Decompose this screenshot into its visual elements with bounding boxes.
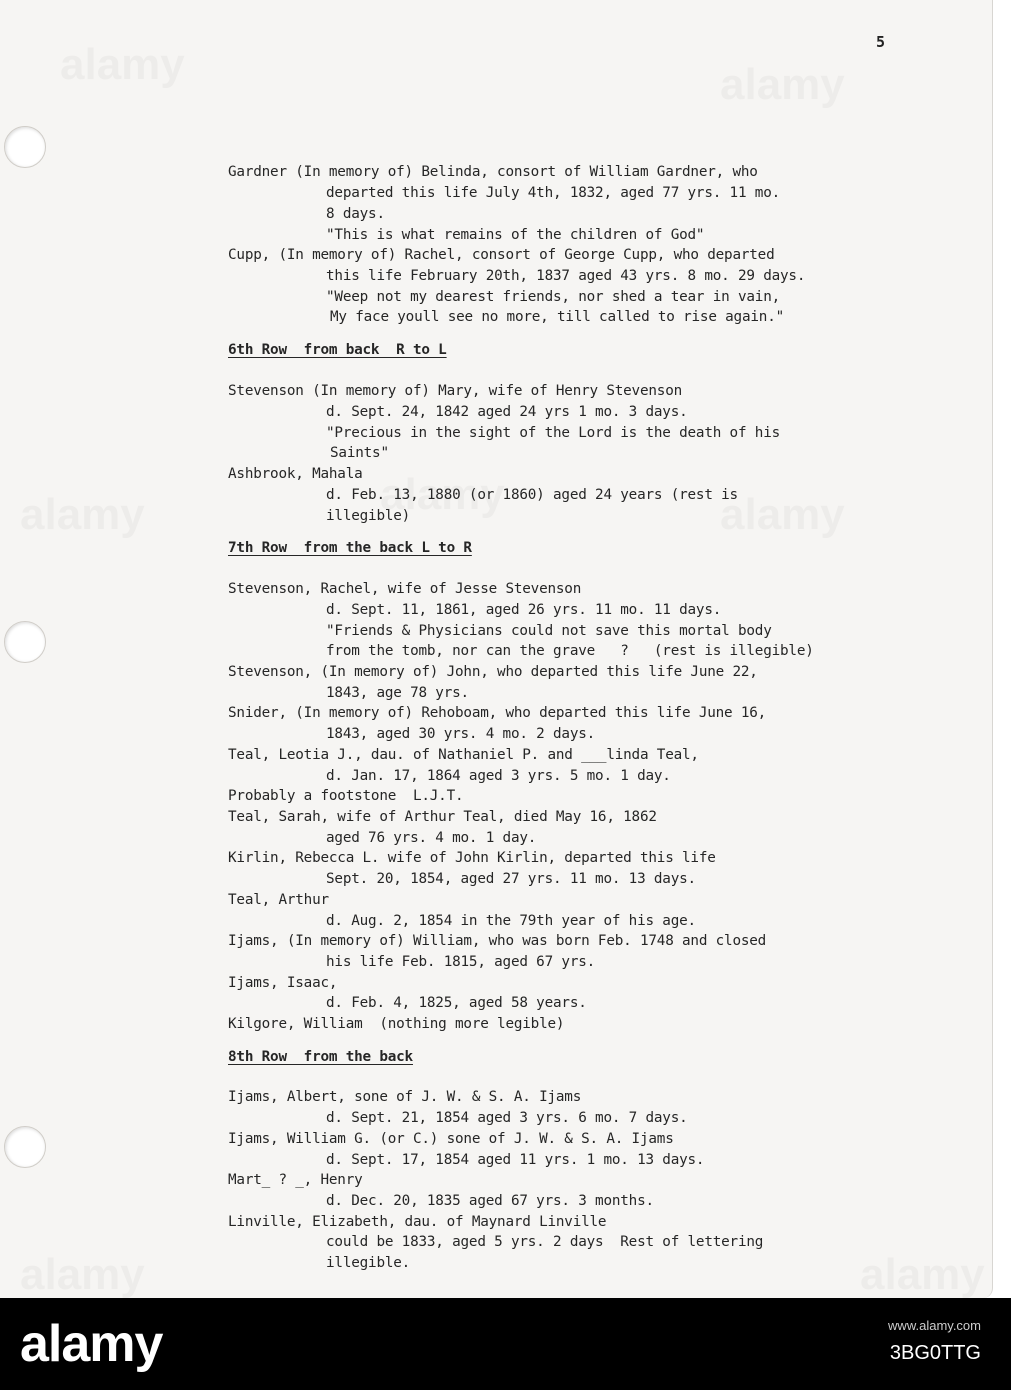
stock-footer-bar <box>0 1298 1011 1390</box>
text-line: "This is what remains of the children of God" <box>326 227 705 243</box>
text-line: Teal, Leotia J., dau. of Nathaniel P. and ___linda Teal, <box>228 747 699 763</box>
text-line: d. Feb. 4, 1825, aged 58 years. <box>326 995 587 1011</box>
text-line: from the tomb, nor can the grave ? (rest is illegible) <box>326 643 814 659</box>
text-line: illegible) <box>326 508 411 524</box>
text-line: Stevenson, Rachel, wife of Jesse Stevenson <box>228 581 582 597</box>
text-line: d. Dec. 20, 1835 aged 67 yrs. 3 months. <box>326 1193 654 1209</box>
text-line: d. Sept. 17, 1854 aged 11 yrs. 1 mo. 13 days. <box>326 1152 705 1168</box>
section-heading: 6th Row from back R to L <box>228 342 447 358</box>
text-line: Saints" <box>330 445 389 461</box>
section-heading: 8th Row from the back <box>228 1049 413 1065</box>
text-line: d. Sept. 21, 1854 aged 3 yrs. 6 mo. 7 days. <box>326 1110 688 1126</box>
text-line: departed this life July 4th, 1832, aged 77 yrs. 11 mo. <box>326 185 781 201</box>
text-line: d. Sept. 24, 1842 aged 24 yrs 1 mo. 3 days. <box>326 404 688 420</box>
alamy-logo: alamy <box>20 1315 163 1373</box>
image-id: 3BG0TTG <box>889 1342 981 1364</box>
text-line: Snider, (In memory of) Rehoboam, who departed this life June 16, <box>228 705 767 721</box>
text-line: Sept. 20, 1854, aged 27 yrs. 11 mo. 13 days. <box>326 871 696 887</box>
text-line: 1843, aged 30 yrs. 4 mo. 2 days. <box>326 726 596 742</box>
text-line: aged 76 yrs. 4 mo. 1 day. <box>326 830 537 846</box>
text-line: Ijams, William G. (or C.) sone of J. W. & S. A. Ijams <box>228 1131 674 1147</box>
text-line: Linville, Elizabeth, dau. of Maynard Linville <box>228 1214 607 1230</box>
text-line: d. Feb. 13, 1880 (or 1860) aged 24 years (rest is <box>326 487 738 503</box>
text-line: illegible. <box>326 1255 411 1271</box>
text-line: d. Aug. 2, 1854 in the 79th year of his age. <box>326 913 696 929</box>
text-line: his life Feb. 1815, aged 67 yrs. <box>326 954 596 970</box>
text-line: "Friends & Physicians could not save this mortal body <box>326 623 772 639</box>
text-line: could be 1833, aged 5 yrs. 2 days Rest of lettering <box>326 1234 764 1250</box>
text-line: Kirlin, Rebecca L. wife of John Kirlin, departed this life <box>228 850 716 866</box>
text-line: d. Jan. 17, 1864 aged 3 yrs. 5 mo. 1 day. <box>326 768 671 784</box>
text-line: Ijams, Albert, sone of J. W. & S. A. Ijams <box>228 1089 582 1105</box>
text-line: Probably a footstone L.J.T. <box>228 788 464 804</box>
text-line: 1843, age 78 yrs. <box>326 685 469 701</box>
text-line: My face youll see no more, till called to rise again." <box>330 309 785 325</box>
text-line: 8 days. <box>326 206 385 222</box>
text-line: this life February 20th, 1837 aged 43 yrs. 8 mo. 29 days. <box>326 268 806 284</box>
text-line: Kilgore, William (nothing more legible) <box>228 1016 565 1032</box>
footer-url: www.alamy.com <box>888 1318 981 1333</box>
text-line: Mart_ ? _, Henry <box>228 1172 363 1188</box>
text-line: "Precious in the sight of the Lord is the death of his <box>326 425 781 441</box>
text-line: "Weep not my dearest friends, nor shed a tear in vain, <box>326 289 781 305</box>
page-number: 5 <box>876 33 886 51</box>
text-line: d. Sept. 11, 1861, aged 26 yrs. 11 mo. 11 days. <box>326 602 722 618</box>
text-line: Stevenson (In memory of) Mary, wife of Henry Stevenson <box>228 383 683 399</box>
section-heading: 7th Row from the back L to R <box>228 540 472 556</box>
text-line: Teal, Arthur <box>228 892 329 908</box>
text-line: Ijams, Isaac, <box>228 975 338 991</box>
text-line: Ijams, (In memory of) William, who was born Feb. 1748 and closed <box>228 933 767 949</box>
text-line: Ashbrook, Mahala <box>228 466 363 482</box>
text-line: Cupp, (In memory of) Rachel, consort of George Cupp, who departed <box>228 247 775 263</box>
text-line: Gardner (In memory of) Belinda, consort of William Gardner, who <box>228 164 758 180</box>
text-line: Stevenson, (In memory of) John, who departed this life June 22, <box>228 664 758 680</box>
text-line: Teal, Sarah, wife of Arthur Teal, died May 16, 1862 <box>228 809 657 825</box>
